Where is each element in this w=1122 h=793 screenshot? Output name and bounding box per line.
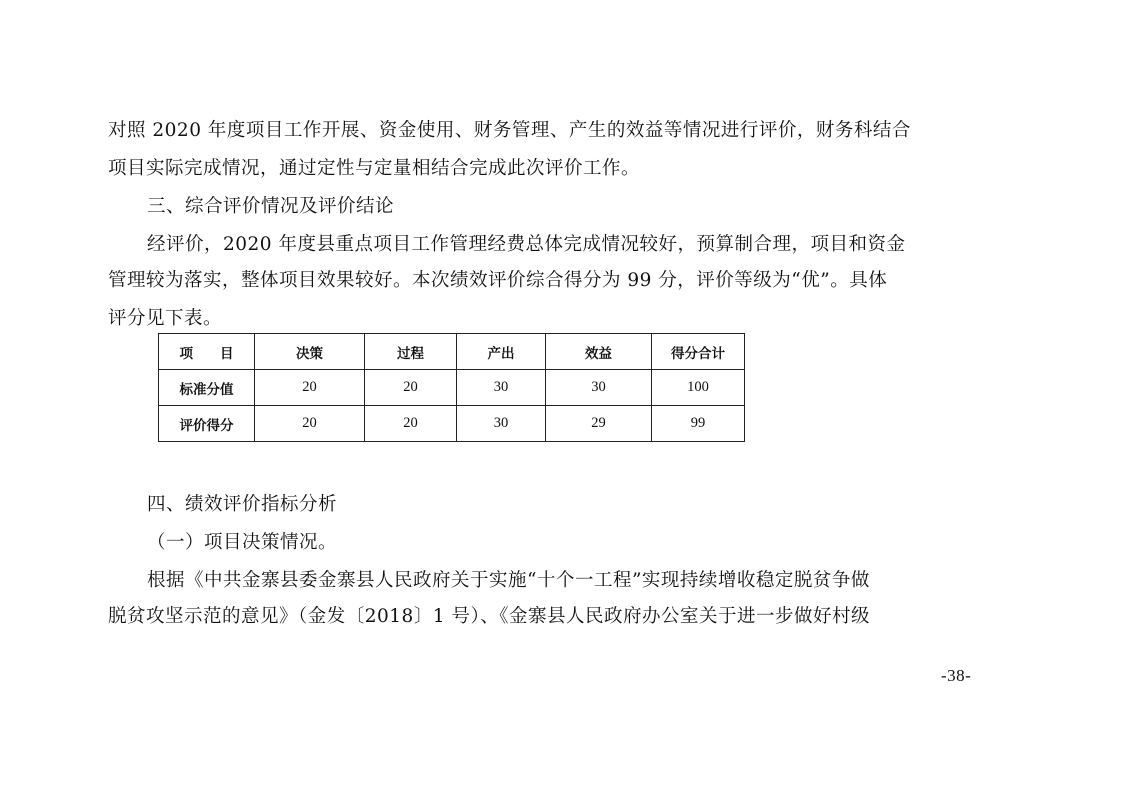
table-header-row (159, 334, 745, 370)
row-label: 评价得分 (159, 406, 255, 442)
table-cell: 100 (652, 370, 745, 406)
table-cell: 20 (365, 406, 457, 442)
paragraph-line: 经评价，2020 年度县重点项目工作管理经费总体完成情况较好，预算制合理，项目和资金 (147, 234, 906, 255)
table-header-cell: 项 目 (159, 334, 255, 370)
table-row (159, 370, 745, 406)
table-cell: 30 (457, 406, 546, 442)
subsection-heading: （一）项目决策情况。 (147, 532, 338, 553)
table-cell: 20 (255, 406, 365, 442)
score-table (158, 333, 745, 442)
paragraph-line: 根据《中共金寨县委金寨县人民政府关于实施“十个一工程”实现持续增收稳定脱贫争做 (147, 570, 870, 591)
table-header-cell: 过程 (365, 334, 457, 370)
table-cell: 30 (546, 370, 652, 406)
table-cell: 29 (546, 406, 652, 442)
paragraph-line: 对照 2020 年度项目工作开展、资金使用、财务管理、产生的效益等情况进行评价，财务科结合 (108, 120, 911, 141)
paragraph-line: 脱贫攻坚示范的意见》（金发〔2018〕1 号）、《金寨县人民政府办公室关于进一步做好村级 (108, 606, 870, 627)
paragraph-line: 管理较为落实，整体项目效果较好。本次绩效评价综合得分为 99 分，评价等级为“优”。具体 (108, 270, 888, 291)
table-header-cell: 效益 (546, 334, 652, 370)
row-label: 标准分值 (159, 370, 255, 406)
table-header-cell: 得分合计 (652, 334, 745, 370)
section-heading-3: 三、综合评价情况及评价结论 (147, 196, 395, 217)
paragraph-line: 项目实际完成情况，通过定性与定量相结合完成此次评价工作。 (108, 158, 641, 179)
table-header-cell: 产出 (457, 334, 546, 370)
table-cell: 20 (365, 370, 457, 406)
table-cell: 99 (652, 406, 745, 442)
table-cell: 30 (457, 370, 546, 406)
section-heading-4: 四、绩效评价指标分析 (147, 494, 338, 515)
page-number: -38- (941, 666, 972, 685)
paragraph-line: 评分见下表。 (108, 308, 223, 329)
table-cell: 20 (255, 370, 365, 406)
table-header-cell: 决策 (255, 334, 365, 370)
table-row (159, 406, 745, 442)
